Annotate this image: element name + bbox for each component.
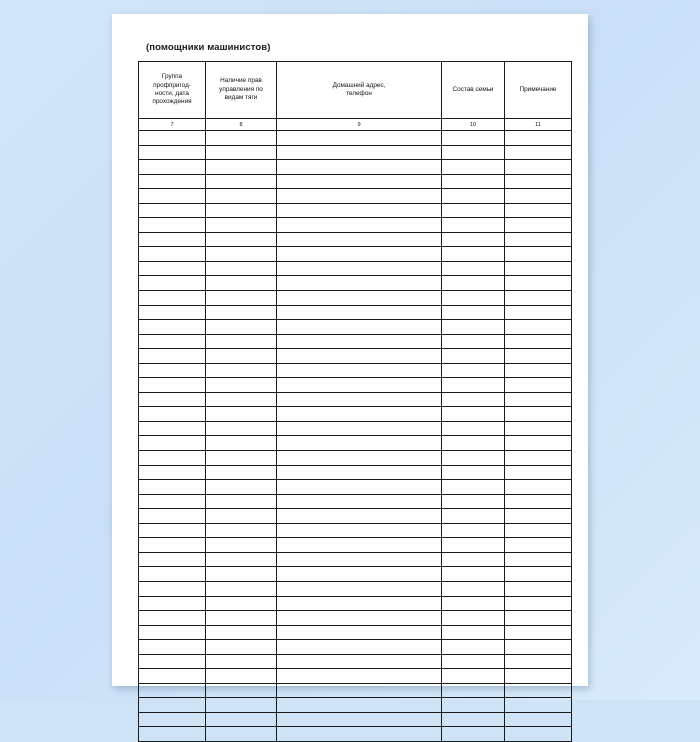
table-cell[interactable] [139, 436, 206, 451]
table-cell[interactable] [442, 509, 505, 524]
table-cell[interactable] [206, 727, 277, 742]
table-cell[interactable] [505, 378, 572, 393]
table-cell[interactable] [206, 654, 277, 669]
table-row [139, 640, 572, 655]
page-title: (помощники машинистов) [146, 42, 271, 53]
table-cell[interactable] [277, 218, 442, 233]
table-cell[interactable] [505, 174, 572, 189]
table-cell[interactable] [206, 203, 277, 218]
table-cell[interactable] [505, 523, 572, 538]
table-cell[interactable] [277, 567, 442, 582]
table-cell[interactable] [139, 276, 206, 291]
table-cell[interactable] [442, 320, 505, 335]
column-header-notes: Примечание [505, 62, 572, 119]
table-cell[interactable] [139, 480, 206, 495]
table-cell[interactable] [505, 509, 572, 524]
table-cell[interactable] [505, 480, 572, 495]
table-row [139, 378, 572, 393]
table-cell[interactable] [277, 305, 442, 320]
column-header-profgroup: Группа профпригод- ности, дата прохождения [139, 62, 206, 119]
table-cell[interactable] [206, 261, 277, 276]
table-cell[interactable] [277, 596, 442, 611]
table-row [139, 480, 572, 495]
table-cell[interactable] [505, 712, 572, 727]
table-row [139, 523, 572, 538]
table-cell[interactable] [505, 363, 572, 378]
table-cell[interactable] [139, 349, 206, 364]
table-cell[interactable] [277, 465, 442, 480]
table-cell[interactable] [206, 509, 277, 524]
table-cell[interactable] [139, 363, 206, 378]
document-content [138, 42, 566, 672]
table-row [139, 669, 572, 684]
table-cell[interactable] [206, 581, 277, 596]
table-row [139, 349, 572, 364]
table-cell[interactable] [442, 494, 505, 509]
table-cell[interactable] [206, 189, 277, 204]
table-cell[interactable] [277, 145, 442, 160]
table-cell[interactable] [139, 174, 206, 189]
table-cell[interactable] [505, 640, 572, 655]
table-row [139, 698, 572, 713]
table-cell[interactable] [206, 421, 277, 436]
table-cell[interactable] [442, 131, 505, 146]
table-cell[interactable] [442, 349, 505, 364]
table-cell[interactable] [139, 451, 206, 466]
table-cell[interactable] [505, 261, 572, 276]
table-cell[interactable] [505, 320, 572, 335]
table-row [139, 421, 572, 436]
table-cell[interactable] [442, 160, 505, 175]
table-cell[interactable] [505, 727, 572, 742]
table-cell[interactable] [442, 669, 505, 684]
table-cell[interactable] [277, 392, 442, 407]
table-cell[interactable] [139, 509, 206, 524]
table-cell[interactable] [277, 451, 442, 466]
column-number: 9 [277, 119, 442, 131]
table-row [139, 232, 572, 247]
table-cell[interactable] [206, 480, 277, 495]
table-cell[interactable] [442, 232, 505, 247]
table-cell[interactable] [442, 218, 505, 233]
table-cell[interactable] [139, 407, 206, 422]
table-cell[interactable] [277, 669, 442, 684]
table-row [139, 160, 572, 175]
table-cell[interactable] [206, 160, 277, 175]
table-cell[interactable] [139, 261, 206, 276]
table-cell[interactable] [139, 203, 206, 218]
table-row [139, 509, 572, 524]
table-cell[interactable] [442, 436, 505, 451]
table-cell[interactable] [206, 407, 277, 422]
table-cell[interactable] [505, 654, 572, 669]
table-cell[interactable] [442, 276, 505, 291]
table-cell[interactable] [442, 421, 505, 436]
table-row [139, 305, 572, 320]
table-cell[interactable] [442, 727, 505, 742]
table-cell[interactable] [442, 305, 505, 320]
table-cell[interactable] [139, 712, 206, 727]
table-cell[interactable] [277, 131, 442, 146]
table-column-numbers-row [139, 119, 572, 131]
table-cell[interactable] [139, 625, 206, 640]
table-cell[interactable] [277, 523, 442, 538]
table-cell[interactable] [206, 247, 277, 262]
table-cell[interactable] [442, 465, 505, 480]
table-cell[interactable] [505, 538, 572, 553]
table-cell[interactable] [277, 247, 442, 262]
table-cell[interactable] [277, 363, 442, 378]
table-cell[interactable] [206, 320, 277, 335]
table-cell[interactable] [277, 494, 442, 509]
table-cell[interactable] [442, 145, 505, 160]
table-cell[interactable] [505, 189, 572, 204]
table-row [139, 494, 572, 509]
table-cell[interactable] [277, 232, 442, 247]
table-cell[interactable] [139, 494, 206, 509]
table-cell[interactable] [442, 363, 505, 378]
table-cell[interactable] [442, 247, 505, 262]
table-cell[interactable] [505, 145, 572, 160]
table-cell[interactable] [139, 669, 206, 684]
table-cell[interactable] [139, 727, 206, 742]
table-cell[interactable] [442, 581, 505, 596]
table-cell[interactable] [442, 640, 505, 655]
table-cell[interactable] [277, 378, 442, 393]
table-cell[interactable] [139, 218, 206, 233]
table-cell[interactable] [139, 392, 206, 407]
table-cell[interactable] [505, 160, 572, 175]
table-cell[interactable] [206, 552, 277, 567]
table-cell[interactable] [505, 276, 572, 291]
table-cell[interactable] [139, 640, 206, 655]
table-cell[interactable] [206, 218, 277, 233]
table-cell[interactable] [206, 276, 277, 291]
table-cell[interactable] [277, 334, 442, 349]
table-cell[interactable] [505, 392, 572, 407]
table-row [139, 625, 572, 640]
table-header [139, 62, 572, 131]
table-cell[interactable] [206, 291, 277, 306]
table-cell[interactable] [139, 305, 206, 320]
table-cell[interactable] [505, 625, 572, 640]
table-row [139, 363, 572, 378]
table-header-row [139, 62, 572, 119]
table-cell[interactable] [505, 232, 572, 247]
table-row [139, 727, 572, 742]
table-cell[interactable] [139, 523, 206, 538]
table-cell[interactable] [277, 625, 442, 640]
table-cell[interactable] [505, 436, 572, 451]
table-cell[interactable] [505, 218, 572, 233]
table-cell[interactable] [442, 203, 505, 218]
table-cell[interactable] [442, 334, 505, 349]
table-row [139, 392, 572, 407]
table-cell[interactable] [139, 378, 206, 393]
table-cell[interactable] [139, 145, 206, 160]
table-cell[interactable] [505, 407, 572, 422]
table-cell[interactable] [442, 654, 505, 669]
table-cell[interactable] [505, 349, 572, 364]
table-cell[interactable] [139, 247, 206, 262]
table-cell[interactable] [139, 567, 206, 582]
table-row [139, 247, 572, 262]
table-cell[interactable] [505, 247, 572, 262]
table-cell[interactable] [206, 567, 277, 582]
table-cell[interactable] [206, 538, 277, 553]
table-cell[interactable] [442, 625, 505, 640]
table-cell[interactable] [505, 131, 572, 146]
table-row [139, 465, 572, 480]
table-row [139, 596, 572, 611]
table-cell[interactable] [277, 727, 442, 742]
table-cell[interactable] [139, 654, 206, 669]
table-row [139, 131, 572, 146]
table-cell[interactable] [505, 552, 572, 567]
table-row [139, 552, 572, 567]
table-cell[interactable] [206, 363, 277, 378]
document-page [112, 14, 588, 686]
table-row [139, 407, 572, 422]
table-cell[interactable] [206, 131, 277, 146]
table-cell[interactable] [277, 276, 442, 291]
table-row [139, 174, 572, 189]
records-table [138, 61, 572, 742]
table-cell[interactable] [505, 567, 572, 582]
table-row [139, 276, 572, 291]
table-cell[interactable] [277, 407, 442, 422]
table-cell[interactable] [277, 320, 442, 335]
table-cell[interactable] [442, 538, 505, 553]
table-cell[interactable] [206, 698, 277, 713]
column-header-licenses: Наличие прав управления по видам тяги [206, 62, 277, 119]
table-cell[interactable] [206, 625, 277, 640]
table-cell[interactable] [277, 480, 442, 495]
table-cell[interactable] [206, 611, 277, 626]
table-cell[interactable] [139, 189, 206, 204]
table-cell[interactable] [277, 174, 442, 189]
table-row [139, 261, 572, 276]
table-row [139, 189, 572, 204]
table-cell[interactable] [442, 712, 505, 727]
table-cell[interactable] [277, 552, 442, 567]
table-cell[interactable] [442, 611, 505, 626]
table-cell[interactable] [206, 305, 277, 320]
table-row [139, 611, 572, 626]
table-cell[interactable] [206, 640, 277, 655]
column-number: 7 [139, 119, 206, 131]
table-cell[interactable] [206, 334, 277, 349]
table-cell[interactable] [277, 509, 442, 524]
table-row [139, 436, 572, 451]
table-cell[interactable] [139, 581, 206, 596]
table-cell[interactable] [277, 581, 442, 596]
table-row [139, 291, 572, 306]
table-cell[interactable] [442, 567, 505, 582]
table-cell[interactable] [505, 291, 572, 306]
table-row [139, 334, 572, 349]
table-cell[interactable] [505, 494, 572, 509]
table-cell[interactable] [277, 203, 442, 218]
table-cell[interactable] [277, 349, 442, 364]
table-cell[interactable] [442, 407, 505, 422]
table-row [139, 581, 572, 596]
table-cell[interactable] [442, 683, 505, 698]
table-cell[interactable] [442, 174, 505, 189]
table-cell[interactable] [206, 232, 277, 247]
table-cell[interactable] [206, 378, 277, 393]
table-cell[interactable] [139, 552, 206, 567]
table-cell[interactable] [277, 261, 442, 276]
column-number: 8 [206, 119, 277, 131]
table-cell[interactable] [442, 291, 505, 306]
table-cell[interactable] [505, 698, 572, 713]
table-cell[interactable] [442, 596, 505, 611]
column-number: 10 [442, 119, 505, 131]
table-cell[interactable] [505, 305, 572, 320]
table-cell[interactable] [505, 581, 572, 596]
table-cell[interactable] [206, 465, 277, 480]
table-cell[interactable] [206, 145, 277, 160]
table-cell[interactable] [206, 712, 277, 727]
table-cell[interactable] [442, 261, 505, 276]
table-cell[interactable] [505, 465, 572, 480]
table-cell[interactable] [139, 421, 206, 436]
table-cell[interactable] [505, 611, 572, 626]
table-cell[interactable] [206, 683, 277, 698]
table-cell[interactable] [442, 552, 505, 567]
table-cell[interactable] [277, 538, 442, 553]
table-row [139, 712, 572, 727]
table-cell[interactable] [277, 160, 442, 175]
table-cell[interactable] [139, 160, 206, 175]
table-row [139, 203, 572, 218]
table-cell[interactable] [505, 451, 572, 466]
table-cell[interactable] [505, 421, 572, 436]
table-cell[interactable] [139, 334, 206, 349]
table-cell[interactable] [277, 421, 442, 436]
table-cell[interactable] [206, 523, 277, 538]
table-cell[interactable] [442, 523, 505, 538]
table-cell[interactable] [277, 683, 442, 698]
table-cell[interactable] [277, 291, 442, 306]
table-cell[interactable] [139, 611, 206, 626]
table-row [139, 683, 572, 698]
table-cell[interactable] [277, 712, 442, 727]
table-cell[interactable] [139, 320, 206, 335]
table-cell[interactable] [505, 334, 572, 349]
table-cell[interactable] [277, 436, 442, 451]
table-cell[interactable] [139, 698, 206, 713]
table-cell[interactable] [505, 669, 572, 684]
table-row [139, 451, 572, 466]
table-cell[interactable] [139, 465, 206, 480]
table-cell[interactable] [505, 683, 572, 698]
table-cell[interactable] [139, 596, 206, 611]
table-cell[interactable] [442, 378, 505, 393]
table-cell[interactable] [277, 640, 442, 655]
table-cell[interactable] [277, 698, 442, 713]
table-row [139, 654, 572, 669]
table-cell[interactable] [206, 436, 277, 451]
table-cell[interactable] [139, 683, 206, 698]
table-cell[interactable] [139, 538, 206, 553]
table-cell[interactable] [139, 291, 206, 306]
table-cell[interactable] [206, 494, 277, 509]
table-cell[interactable] [442, 698, 505, 713]
table-cell[interactable] [206, 451, 277, 466]
column-number: 11 [505, 119, 572, 131]
table-cell[interactable] [277, 611, 442, 626]
table-cell[interactable] [442, 189, 505, 204]
table-cell[interactable] [505, 596, 572, 611]
table-row [139, 320, 572, 335]
table-cell[interactable] [277, 654, 442, 669]
table-row [139, 567, 572, 582]
table-row [139, 145, 572, 160]
table-cell[interactable] [206, 174, 277, 189]
table-cell[interactable] [139, 232, 206, 247]
table-cell[interactable] [206, 669, 277, 684]
table-cell[interactable] [505, 203, 572, 218]
table-cell[interactable] [139, 131, 206, 146]
table-cell[interactable] [442, 480, 505, 495]
table-cell[interactable] [206, 392, 277, 407]
table-body [139, 131, 572, 742]
table-row [139, 538, 572, 553]
table-cell[interactable] [206, 596, 277, 611]
table-cell[interactable] [442, 451, 505, 466]
table-cell[interactable] [277, 189, 442, 204]
table-cell[interactable] [206, 349, 277, 364]
column-header-family: Состав семьи [442, 62, 505, 119]
table-cell[interactable] [442, 392, 505, 407]
column-header-address: Домашний адрес, телефон [277, 62, 442, 119]
table-row [139, 218, 572, 233]
